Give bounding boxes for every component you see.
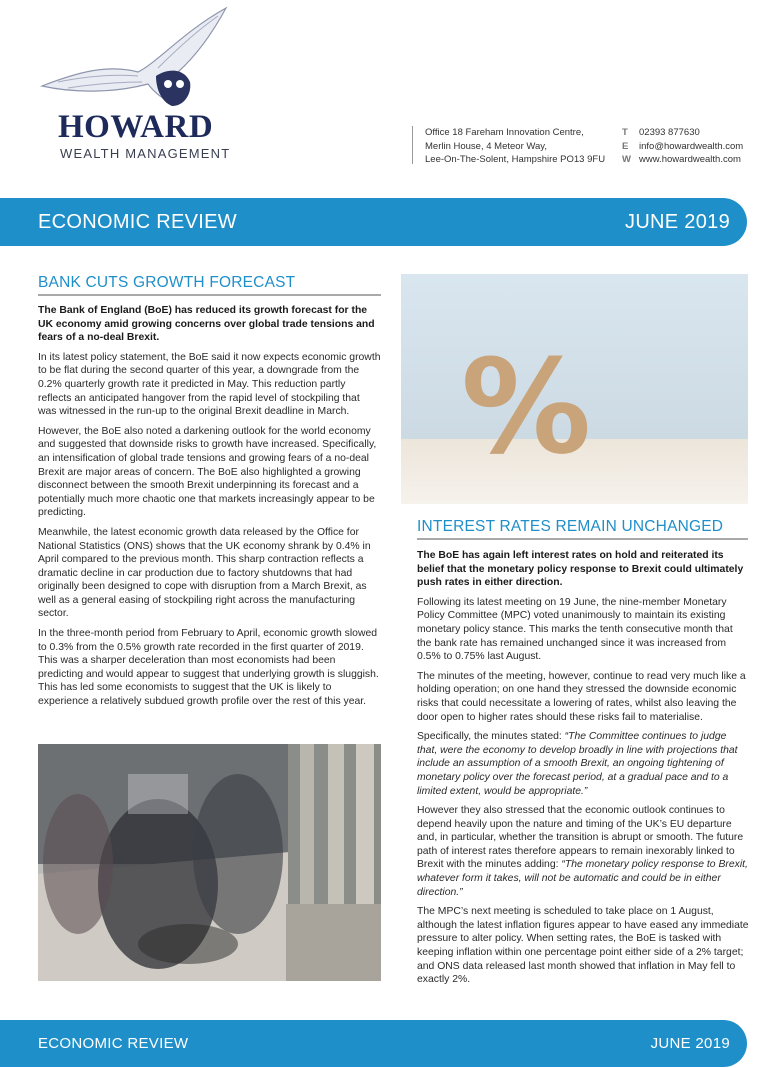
banner-date: JUNE 2019 (625, 211, 730, 233)
company-address (425, 126, 605, 167)
street-scene-image (38, 744, 381, 981)
header-divider (412, 126, 413, 164)
footer-title: ECONOMIC REVIEW (38, 1035, 189, 1052)
contact-key: T (622, 127, 628, 138)
article2-lead: The BoE has again left interest rates on hold and reiterated its belief that the monetary policy response to Brexit could ultimately push rates in either direction. (417, 550, 744, 589)
article2-paragraph (417, 730, 749, 798)
contact-key: E (622, 140, 629, 152)
article1-paragraph: In the three-month period from February to April, economic growth slowed to 0.3% from the 0.5% growth rate recorded in the first quarter of 2019. This was a sharper deceleration than most economists had been predicting and would appear to suggest that underlying growth is sluggish. This has led some economists to suggest that the UK is likely to experience a relatively subdued growth profile over the rest of this year. (38, 628, 379, 708)
top-banner (0, 198, 747, 246)
contact-details (622, 126, 743, 167)
address-line: Merlin House, 4 Meteor Way, (425, 140, 547, 152)
percent-photo (401, 274, 748, 504)
article2-body (417, 549, 749, 993)
email-link[interactable]: info@howardwealth.com (639, 140, 744, 152)
article2-paragraph: The minutes of the meeting, however, continue to read very much like a holding operation; on one hand they stressed the downside economic risks that could necessitate a lowering of rates, whilst also leaving the door open to higher rates should these risks fail to materialise. (417, 670, 746, 723)
article2-paragraph: The MPC’s next meeting is scheduled to take place on 1 August, although the latest inflation figures appear to have eased any immediate pressure to alter policy. When setting rates, the BoE is tasked with keeping inflation within one percentage point either side of a 2% target; and ONS data released last month showed that inflation in May fell to exactly 2%. (417, 906, 749, 986)
bottom-banner (0, 1020, 747, 1067)
contact-phone (622, 126, 743, 140)
contact-web (622, 153, 743, 167)
percent-glyph: % (461, 331, 592, 483)
article1-title: BANK CUTS GROWTH FORECAST (38, 274, 296, 291)
website-link[interactable]: www.howardwealth.com (639, 154, 741, 165)
percent-block-image (401, 274, 748, 504)
article2-paragraph (417, 804, 749, 899)
footer-date: JUNE 2019 (650, 1035, 730, 1052)
commuters-photo (38, 744, 381, 981)
article1-rule (38, 294, 381, 296)
brand-subtitle: WEALTH MANAGEMENT (60, 146, 231, 161)
article1-paragraph: However, the BoE also noted a darkening outlook for the world economy and suggested that downside risks to growth have increased. Specifically, an intensification of global trade tensions and growing fears of a no-deal Brexit are major areas of concern. The BoE also highlighted a growing disconnect between the smooth Brexit underpinning its forecast and a potentially much more chaotic one that markets increasingly appear to be predicting. (38, 425, 377, 519)
article2-text: Specifically, the minutes stated: (417, 731, 565, 743)
article1-lead: The Bank of England (BoE) has reduced its growth forecast for the UK economy amid growing concerns over global trade tensions and fears of a no-deal Brexit. (38, 305, 375, 344)
article1-paragraph: In its latest policy statement, the BoE said it now expects economic growth to be flat during the second quarter of this year, a downgrade from the 0.2% quarterly growth rate it predicted in May. This reduction partly reflects an anticipated hangover from the rapid level of stockpiling that was witnessed in the run-up to the original Brexit deadline in March. (38, 351, 381, 418)
article2-paragraph: Following its latest meeting on 19 June, the nine-member Monetary Policy Committee (MPC) voted unanimously to maintain its existing monetary policy stance. This marks the tenth consecutive month that the bank rate has remained unchanged since it was increased from 0.5% to 0.75% last August. (417, 596, 733, 663)
contact-key: W (622, 154, 631, 165)
article2-quote: “The Committee continues to judge that, were the economy to develop broadly in line with projections that include an assumption of a smooth Brexit, an ongoing tightening of monetary policy over the forecast period, at a gradual pace and to a limited extent, would be appropriate.” (417, 731, 738, 797)
owl-logo-icon (38, 2, 238, 112)
article1-body (38, 304, 381, 715)
article2-text: However they also stressed that the economic outlook continues to depend heavily upon the nature and timing of the UK’s EU departure and, in particular, whether the transition is abrupt or smooth. The future path of interest rates therefore appears to remain inexorably linked to Brexit with the minutes adding: (417, 805, 744, 871)
address-line: Lee-On-The-Solent, Hampshire PO13 9FU (425, 154, 606, 165)
address-line: Office 18 Fareham Innovation Centre, (425, 127, 584, 138)
brand-name: HOWARD (58, 109, 214, 145)
phone-number[interactable]: 02393 877630 (639, 127, 700, 138)
contact-email (622, 140, 743, 154)
article2-rule (417, 538, 748, 540)
banner-title: ECONOMIC REVIEW (38, 211, 237, 233)
article1-paragraph: Meanwhile, the latest economic growth data released by the Office for National Statistics (ONS) shows that the UK economy shrank by 0.4% in April compared to the previous month. This sharp contraction reflects a dramatic decline in car production due to factory shutdowns that had originally been designed to cope with disruption from a March Brexit, as well as a general easing of stockpiling right across the manufacturing sector. (38, 526, 371, 620)
article2-quote: “The monetary policy response to Brexit, whatever form it takes, will not be automatic and could be in either direction.” (417, 859, 748, 898)
article2-title: INTEREST RATES REMAIN UNCHANGED (417, 518, 724, 535)
